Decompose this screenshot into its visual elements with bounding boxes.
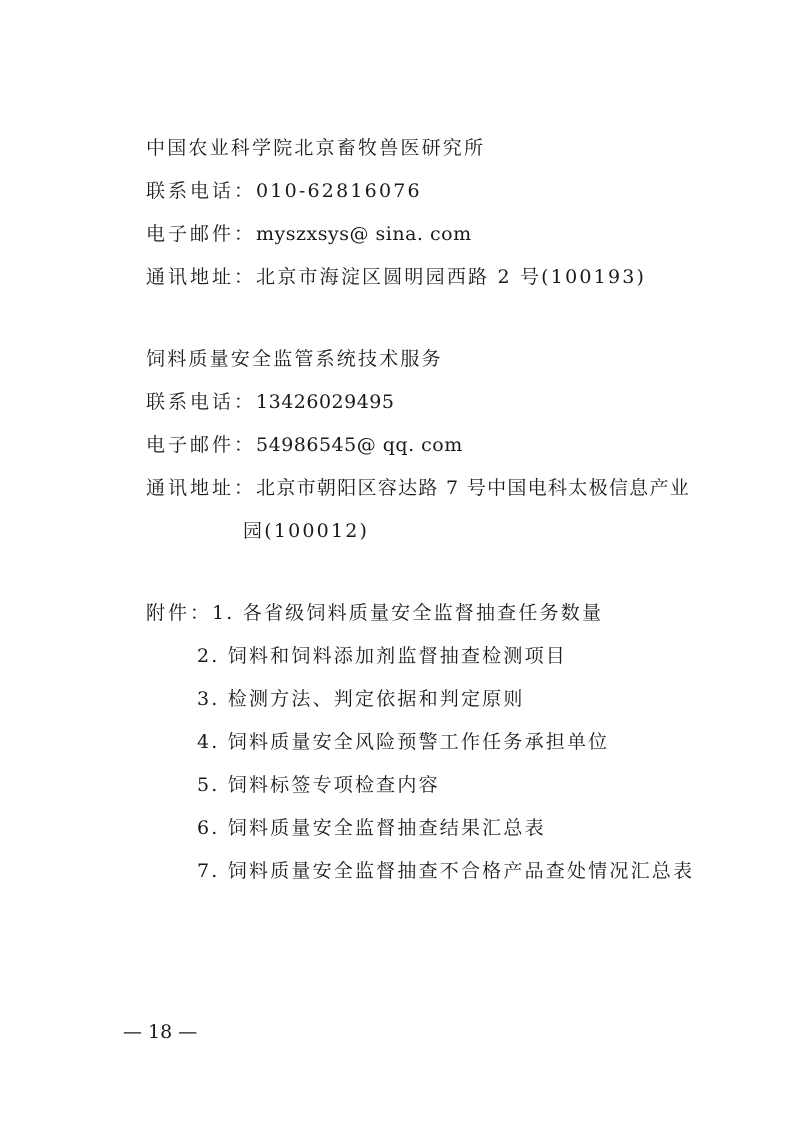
contact1-email: myszxsys@ sina. com: [256, 223, 472, 245]
contact1-address-label: 通讯地址：: [146, 266, 257, 288]
attachments-row-1: [146, 601, 603, 625]
attachment-item: 2. 饲料和饲料添加剂监督抽查检测项目: [197, 645, 567, 667]
contact1-phone-label: 联系电话：: [146, 180, 257, 202]
attachment-item: 5. 饲料标签专项检查内容: [197, 774, 440, 796]
contact1-phone-row: [146, 179, 422, 203]
contact1-email-row: [146, 222, 472, 246]
contact2-address-line1: 北京市朝阳区容达路 7 号中国电科太极信息产业: [256, 477, 691, 499]
contact2-phone-row: [146, 390, 395, 414]
contact2-email-label: 电子邮件：: [146, 434, 257, 456]
attachment-item: 4. 饲料质量安全风险预警工作任务承担单位: [197, 731, 610, 753]
contact2-phone-label: 联系电话：: [146, 391, 257, 413]
contact1-org: 中国农业科学院北京畜牧兽医研究所: [146, 137, 486, 159]
contact2-phone: 13426029495: [256, 391, 395, 413]
page-number: — 18 —: [123, 1021, 198, 1043]
attachment-item: 6. 饲料质量安全监督抽查结果汇总表: [197, 817, 546, 839]
attachments-label: 附件：: [146, 602, 213, 624]
attachment-item: 1. 各省级饲料质量安全监督抽查任务数量: [212, 602, 604, 624]
contact2-address-row: [146, 476, 690, 500]
contact1-address: 北京市海淀区圆明园西路 2 号(100193): [256, 266, 647, 288]
contact2-address-line2: 园(100012): [243, 520, 370, 542]
contact1-phone: 010-62816076: [256, 180, 422, 202]
contact2-org: 饲料质量安全监管系统技术服务: [146, 348, 443, 370]
attachment-item: 7. 饲料质量安全监督抽查不合格产品查处情况汇总表: [197, 860, 695, 882]
contact1-email-label: 电子邮件：: [146, 223, 257, 245]
attachment-item: 3. 检测方法、判定依据和判定原则: [197, 688, 525, 710]
contact1-address-row: [146, 265, 646, 289]
contact2-email: 54986545@ qq. com: [256, 434, 463, 456]
contact2-email-row: [146, 433, 463, 457]
contact2-address-label: 通讯地址：: [146, 477, 257, 499]
